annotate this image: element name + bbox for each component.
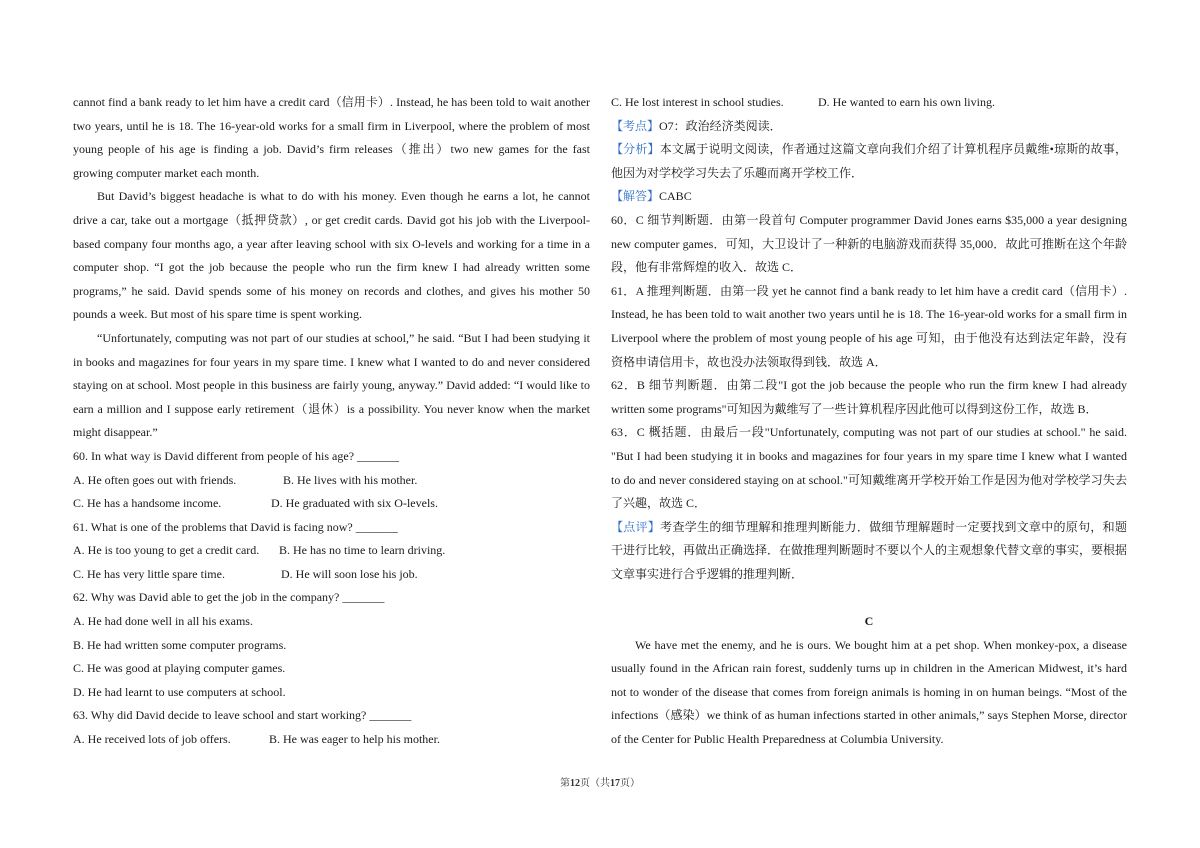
option-63d: D. He wanted to earn his own living.: [818, 95, 995, 109]
option-63a: A. He received lots of job offers.: [73, 732, 231, 747]
dianping-label: 【点评】: [611, 519, 661, 534]
question-63-options-row-1: [73, 728, 590, 752]
fenxi-text: 本文属于说明文阅读，作者通过这篇文章向我们介绍了计算机程序员戴维•琼斯的故事，他因为对学校学习失去了乐趣而离开学校工作．: [611, 142, 1127, 180]
footer-mid: 页（共: [580, 778, 610, 789]
question-60-options-row-2: [73, 492, 590, 516]
answer-61-explanation: 61．A 推理判断题．由第一段 yet he cannot find a bank ready to let him have a credit card（信用卡）. Instead, he has been told to wait another two years until he is 18. The 16-year-old works for a small firm in Liverpool where the problem of most young people of his age 可知，由于他没有达到法定年龄，没有资格申请信用卡，故也没办法领取得到钱．故选 A．: [611, 283, 1127, 369]
question-63-options-row-2: [611, 91, 1127, 115]
question-61: 61. What is one of the problems that David is facing now? _______: [73, 519, 398, 534]
kaodian-text: O7：政治经济类阅读．: [659, 118, 782, 133]
question-61-options-row-2: [73, 563, 590, 587]
option-63c: C. He lost interest in school studies.: [611, 95, 784, 109]
answer-63-explanation: 63．C 概括题．由最后一段"Unfortunately, computing was not part of our studies at school." he said. "But I had been studying it in books and magazines for four years in my spare time I knew what I wanted to do and never considered staying on at school."可知戴维离开学校开始工作是因为他对学校学习失去了兴趣，故选 C．: [611, 425, 1127, 511]
passage-paragraph-1: cannot find a bank ready to let him have a credit card（信用卡）. Instead, he has been told to wait another two years, until he is 18. The 16-year-old works for a small firm in Liverpool, where the problem of most young people of his age is finding a job. David’s firm releases（推出）two new games for the fast growing computer market each month.: [73, 95, 590, 180]
footer-suffix: 页）: [620, 778, 640, 789]
fenxi-label: 【分析】: [611, 142, 660, 157]
option-61d: D. He will soon lose his job.: [281, 566, 418, 581]
jieda-section: [611, 185, 1127, 209]
option-60c: C. He has a handsome income.: [73, 496, 222, 511]
answer-62-explanation: 62．B 细节判断题．由第二段"I got the job because the people who run the firm knew I had already written some programs"可知因为戴维写了一些计算机程序因此他可以得到这份工作，故选 B．: [611, 378, 1127, 416]
passage-paragraph-2: But David’s biggest headache is what to do with his money. Even though he earns a lot, he cannot drive a car, take out a mortgage（抵押贷款）, or get credit cards. David got his job with the Liverpool-based company four months ago, a year after leaving school with six O-levels and working for a time in a computer shop. “I got the job because the people who run the firm knew I had already written some programs,” he said. David spends some of his money on records and clothes, and gives his mother 50 pounds a week. But most of his spare time is spent working.: [73, 189, 590, 322]
dianping-text: 考查学生的细节理解和推理判断能力．做细节理解题时一定要找到文章中的原句，和题干进行比较，再做出正确选择．在做推理判断题时不要以个人的主观想象代替文章的事实，要根据文章事实进行合乎逻辑的推理判断．: [611, 519, 1128, 581]
option-61b: B. He has no time to learn driving.: [279, 543, 446, 558]
footer-page-number: 12: [570, 778, 580, 789]
footer-prefix: 第: [560, 778, 570, 789]
passage-paragraph-3: “Unfortunately, computing was not part of our studies at school,” he said. “But I had been studying it in books and magazines for four years in my spare time. I knew what I wanted to do and never considered staying on at school. Most people in this business are fairly young, anyway.” David added: “I would like to earn a million and I suppose early retirement（退休）is a possibility. You never know when the market might disappear.”: [73, 330, 590, 440]
option-63b: B. He was eager to help his mother.: [269, 732, 440, 747]
option-61a: A. He is too young to get a credit card.: [73, 543, 260, 558]
option-60a: A. He often goes out with friends.: [73, 472, 237, 487]
question-63: 63. Why did David decide to leave school and start working? _______: [73, 708, 412, 723]
left-column: [73, 91, 590, 752]
page-footer: [0, 774, 1200, 789]
question-62: 62. Why was David able to get the job in the company? _______: [73, 590, 385, 605]
dianping-section: [611, 516, 1127, 587]
right-column: [611, 91, 1127, 752]
section-c-heading: C: [864, 614, 874, 629]
jieda-text: CABC: [659, 189, 692, 204]
option-61c: C. He has very little spare time.: [73, 566, 225, 581]
jieda-label: 【解答】: [611, 189, 660, 204]
option-62c: C. He was good at playing computer games.: [73, 661, 286, 676]
question-60-options-row-1: [73, 469, 590, 493]
answer-60-explanation: 60．C 细节判断题．由第一段首句 Computer programmer David Jones earns $35,000 a year designing new computer games．可知，大卫设计了一种新的电脑游戏而获得 35,000．故此可推断在这个年龄段，他有非常辉煌的收入．故选 C．: [611, 212, 1127, 275]
kaodian-section: [611, 115, 1127, 139]
fenxi-section: [611, 138, 1127, 185]
kaodian-label: 【考点】: [611, 118, 660, 133]
option-62b: B. He had written some computer programs.: [73, 637, 287, 652]
question-60: 60. In what way is David different from people of his age? _______: [73, 448, 400, 463]
option-60b: B. He lives with his mother.: [283, 472, 418, 487]
passage-c-paragraph: We have met the enemy, and he is ours. We bought him at a pet shop. When monkey-pox, a disease usually found in the African rain forest, suddenly turns up in children in the American Midwest, it’s hard not to wonder of the disease that comes from foreign animals is homing in on human beings. “Most of the infections（感染）we think of as human infections started in other animals,” says Stephen Morse, director of the Center for Public Health Preparedness at Columbia University.: [611, 637, 1127, 747]
footer-total-pages: 17: [610, 778, 620, 789]
option-62a: A. He had done well in all his exams.: [73, 614, 253, 629]
question-61-options-row-1: [73, 539, 590, 563]
section-spacer: [611, 586, 1127, 610]
option-62d: D. He had learnt to use computers at school.: [73, 684, 286, 699]
option-60d: D. He graduated with six O-levels.: [271, 496, 438, 511]
